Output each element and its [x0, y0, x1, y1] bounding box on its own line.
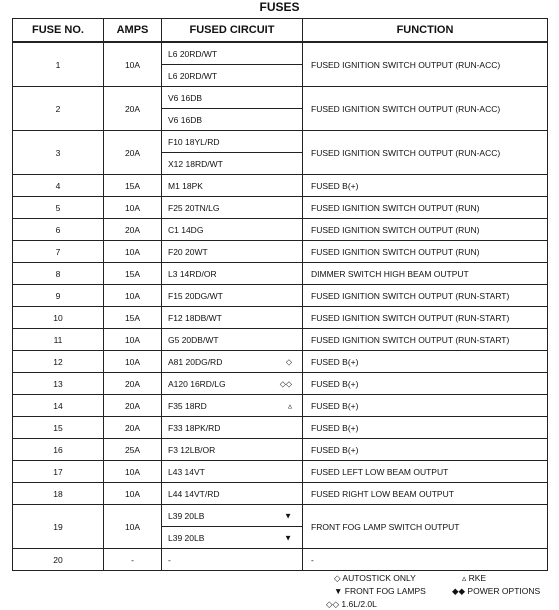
circuit-label: F10 18YL/RD: [168, 136, 220, 147]
circuit-label: F15 20DG/WT: [168, 290, 223, 301]
page-title: FUSES: [259, 0, 300, 14]
table-row: [13, 131, 548, 153]
col-header-fuse-no: FUSE NO.: [13, 19, 104, 43]
fuse-number: 20: [13, 549, 104, 571]
circuit-label: L39 20LB: [168, 532, 205, 543]
circuit-label: L6 20RD/WT: [168, 70, 218, 81]
fuse-amps: 20A: [104, 219, 162, 241]
fuse-amps: 25A: [104, 439, 162, 461]
fuse-function: FUSED IGNITION SWITCH OUTPUT (RUN-START): [303, 329, 548, 351]
circuit-label: A81 20DG/RD: [168, 356, 223, 367]
fuse-function: FUSED B(+): [303, 417, 548, 439]
legend-front-fog: ▼ FRONT FOG LAMPS: [334, 586, 426, 596]
fuse-function: DIMMER SWITCH HIGH BEAM OUTPUT: [303, 263, 548, 285]
table-row: [13, 395, 548, 417]
circuit-label: L39 20LB: [168, 510, 205, 521]
fuse-amps: 10A: [104, 197, 162, 219]
fused-circuit: [162, 131, 303, 153]
fused-circuit: [162, 65, 303, 87]
fused-circuit: [162, 175, 303, 197]
fuse-amps: 10A: [104, 461, 162, 483]
circuit-label: F25 20TN/LG: [168, 202, 220, 213]
fused-circuit: [162, 483, 303, 505]
fuse-amps: 20A: [104, 131, 162, 175]
fuse-function: FUSED IGNITION SWITCH OUTPUT (RUN-ACC): [303, 87, 548, 131]
fuse-function: FUSED LEFT LOW BEAM OUTPUT: [303, 461, 548, 483]
legend-engine: ◇◇ 1.6L/2.0L: [326, 599, 377, 609]
circuit-label: L43 14VT: [168, 466, 205, 477]
option-marker-icon: ◇: [285, 357, 292, 366]
fuse-number: 18: [13, 483, 104, 505]
fuse-number: 16: [13, 439, 104, 461]
circuit-label: G5 20DB/WT: [168, 334, 219, 345]
col-header-amps: AMPS: [104, 19, 162, 43]
fuse-amps: 15A: [104, 175, 162, 197]
fuse-function: FUSED B(+): [303, 439, 548, 461]
fuse-function: FUSED IGNITION SWITCH OUTPUT (RUN-START): [303, 285, 548, 307]
fused-circuit: [162, 263, 303, 285]
fuse-function: FUSED B(+): [303, 395, 548, 417]
option-marker-icon: ◇◇: [279, 379, 292, 388]
table-row: [13, 373, 548, 395]
fuse-number: 11: [13, 329, 104, 351]
circuit-label: F35 18RD: [168, 400, 207, 411]
table-row: [13, 87, 548, 109]
legend-rke: ▵ RKE: [462, 573, 487, 583]
option-marker-icon: ▵: [287, 401, 292, 410]
fuse-number: 15: [13, 417, 104, 439]
fuse-amps: 10A: [104, 351, 162, 373]
fuse-amps: 10A: [104, 483, 162, 505]
circuit-label: V6 16DB: [168, 92, 203, 103]
fuse-amps: -: [104, 549, 162, 571]
fused-circuit: [162, 505, 303, 527]
fuse-amps: 10A: [104, 42, 162, 87]
fuse-function: -: [303, 549, 548, 571]
fuse-function: FUSED IGNITION SWITCH OUTPUT (RUN-ACC): [303, 131, 548, 175]
fused-circuit: [162, 395, 303, 417]
fuse-number: 5: [13, 197, 104, 219]
circuit-label: F3 12LB/OR: [168, 444, 216, 455]
option-marker-icon: ▼: [284, 533, 292, 542]
legend-autostick: ◇ AUTOSTICK ONLY: [334, 573, 416, 583]
fused-circuit: [162, 329, 303, 351]
fuse-number: 2: [13, 87, 104, 131]
fuse-number: 19: [13, 505, 104, 549]
fuse-function: FUSED RIGHT LOW BEAM OUTPUT: [303, 483, 548, 505]
fuse-function: FUSED IGNITION SWITCH OUTPUT (RUN): [303, 197, 548, 219]
fuse-table-body: [13, 42, 548, 571]
table-row: [13, 439, 548, 461]
fuse-amps: 15A: [104, 307, 162, 329]
fused-circuit: [162, 87, 303, 109]
fused-circuit: [162, 351, 303, 373]
fused-circuit: [162, 285, 303, 307]
circuit-label: L3 14RD/OR: [168, 268, 217, 279]
circuit-label: -: [168, 554, 171, 565]
fuse-function: FUSED B(+): [303, 175, 548, 197]
fuse-number: 12: [13, 351, 104, 373]
fuse-function: FUSED IGNITION SWITCH OUTPUT (RUN): [303, 241, 548, 263]
table-row: [13, 197, 548, 219]
fused-circuit: [162, 109, 303, 131]
fused-circuit: [162, 461, 303, 483]
fuse-number: 1: [13, 42, 104, 87]
table-row: [13, 241, 548, 263]
fuse-amps: 20A: [104, 87, 162, 131]
table-row: [13, 42, 548, 65]
table-row: [13, 329, 548, 351]
circuit-label: L44 14VT/RD: [168, 488, 220, 499]
option-marker-icon: ▼: [284, 511, 292, 520]
table-row: [13, 219, 548, 241]
fuse-function: FUSED IGNITION SWITCH OUTPUT (RUN-START): [303, 307, 548, 329]
table-header-row: [13, 19, 548, 43]
circuit-label: X12 18RD/WT: [168, 158, 223, 169]
table-row: [13, 351, 548, 373]
fuse-number: 7: [13, 241, 104, 263]
fuse-amps: 10A: [104, 241, 162, 263]
table-row: [13, 483, 548, 505]
legend-power-options: ◆◆ POWER OPTIONS: [452, 586, 541, 596]
fused-circuit: [162, 439, 303, 461]
table-row: [13, 417, 548, 439]
fuse-number: 14: [13, 395, 104, 417]
table-row: [13, 285, 548, 307]
circuit-label: L6 20RD/WT: [168, 48, 218, 59]
table-row: [13, 505, 548, 527]
fused-circuit: [162, 197, 303, 219]
col-header-fused-circuit: FUSED CIRCUIT: [162, 19, 303, 43]
fuse-amps: 20A: [104, 395, 162, 417]
fused-circuit: [162, 153, 303, 175]
fuse-amps: 15A: [104, 263, 162, 285]
fuse-number: 13: [13, 373, 104, 395]
fuse-function: FUSED B(+): [303, 351, 548, 373]
fused-circuit: [162, 307, 303, 329]
fuse-number: 8: [13, 263, 104, 285]
circuit-label: M1 18PK: [168, 180, 203, 191]
table-row: [13, 549, 548, 571]
circuit-label: C1 14DG: [168, 224, 204, 235]
fuse-amps: 10A: [104, 505, 162, 549]
circuit-label: A120 16RD/LG: [168, 378, 226, 389]
fuse-function: FUSED B(+): [303, 373, 548, 395]
fuse-number: 3: [13, 131, 104, 175]
col-header-function: FUNCTION: [303, 19, 548, 43]
fused-circuit: [162, 549, 303, 571]
fuse-number: 6: [13, 219, 104, 241]
circuit-label: V6 16DB: [168, 114, 203, 125]
fuse-amps: 20A: [104, 373, 162, 395]
fuse-amps: 10A: [104, 285, 162, 307]
fuse-amps: 20A: [104, 417, 162, 439]
fused-circuit: [162, 417, 303, 439]
fused-circuit: [162, 373, 303, 395]
fuse-amps: 10A: [104, 329, 162, 351]
fuse-number: 17: [13, 461, 104, 483]
fuse-number: 10: [13, 307, 104, 329]
table-row: [13, 307, 548, 329]
circuit-label: F20 20WT: [168, 246, 208, 257]
fuse-function: FUSED IGNITION SWITCH OUTPUT (RUN-ACC): [303, 42, 548, 87]
fuse-number: 4: [13, 175, 104, 197]
circuit-label: F33 18PK/RD: [168, 422, 221, 433]
fuse-function: FUSED IGNITION SWITCH OUTPUT (RUN): [303, 219, 548, 241]
fuse-number: 9: [13, 285, 104, 307]
fused-circuit: [162, 42, 303, 65]
fused-circuit: [162, 527, 303, 549]
fused-circuit: [162, 219, 303, 241]
fused-circuit: [162, 241, 303, 263]
fuse-function: FRONT FOG LAMP SWITCH OUTPUT: [303, 505, 548, 549]
table-row: [13, 175, 548, 197]
fuse-table: [12, 18, 548, 571]
circuit-label: F12 18DB/WT: [168, 312, 222, 323]
table-row: [13, 263, 548, 285]
table-row: [13, 461, 548, 483]
